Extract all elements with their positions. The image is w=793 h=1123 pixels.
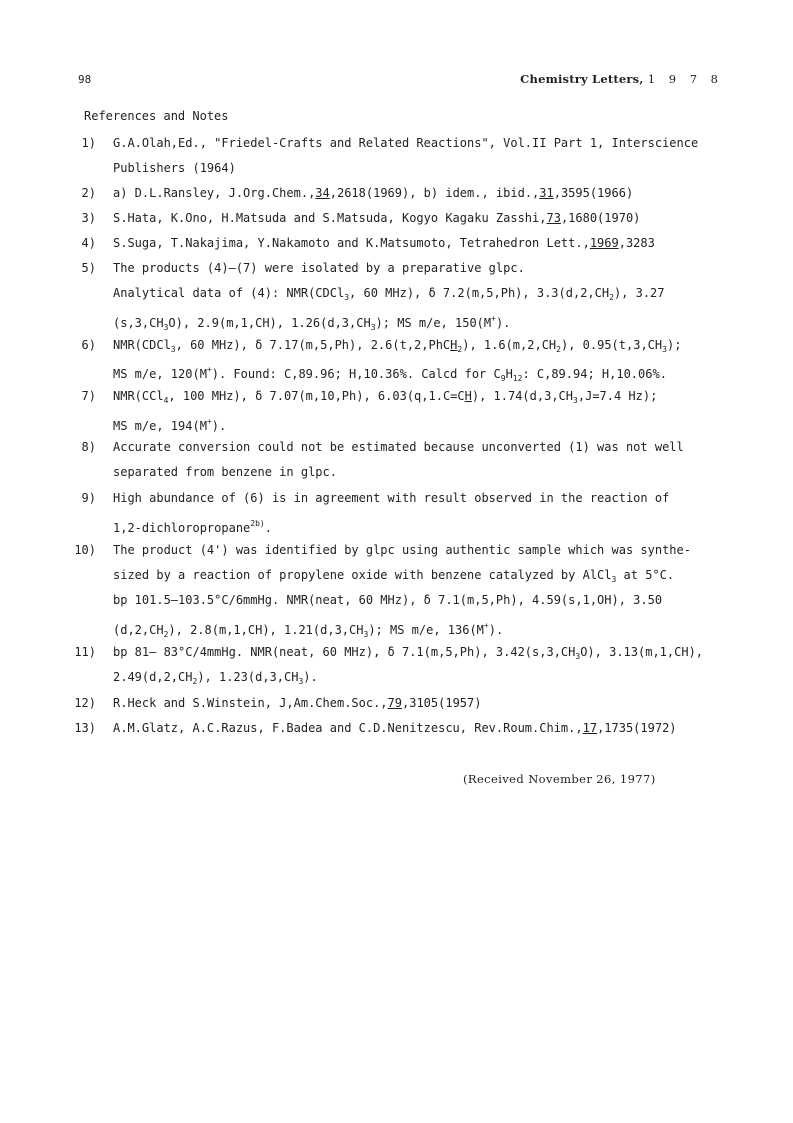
reference-line: Analytical data of (4): NMR(CDCl$_3$, 60 MHz), δ 7.2(m,5,Ph), $3.3(d,2,CH_2)$, 3.27 xyxy=(113,286,665,302)
reference-number: 8) xyxy=(81,440,96,454)
journal-title xyxy=(520,72,723,86)
journal-year: 1 9 7 8 xyxy=(647,72,723,86)
reference-line: NMR(CDCl$_3$, 60 MHz), δ 7.17(m,5,Ph), 2.6(t,2,PhCH$_2$), $1.6(m,2,CH_2)$, $0.95(t,3,CH_3)$; xyxy=(113,338,682,354)
reference-line: $(s,3,CH_3O)$, 2.9(m,1,CH), $1.26(d,3,CH_3)$; MS m/e, 150(M+). xyxy=(113,314,511,332)
reference-number: 1) xyxy=(81,136,96,150)
reference-line: $2.49(d,2,CH_2)$, $1.23(d,3,CH_3)$. xyxy=(113,670,318,686)
reference-line: 1,2-dichloropropane$^{2b)}$. xyxy=(113,519,272,535)
reference-line: $(d,2,CH_2)$, 2.8(m,1,CH), $1.21(d,3,CH_3)$; MS m/e, 136(M+). xyxy=(113,621,504,639)
reference-number: 7) xyxy=(81,389,96,403)
reference-number: 3) xyxy=(81,211,96,225)
reference-line: a) D.L.Ransley, J.Org.Chem.,34,2618(1969), b) idem., ibid.,31,3595(1966) xyxy=(113,186,634,200)
reference-line: Accurate conversion could not be estimated because unconverted (1) was not well xyxy=(113,440,684,454)
reference-line: separated from benzene in glpc. xyxy=(113,465,337,479)
reference-number: 9) xyxy=(81,491,96,505)
reference-line: The products (4)—(7) were isolated by a preparative glpc. xyxy=(113,261,525,275)
reference-number: 12) xyxy=(74,696,96,710)
reference-line: The product (4') was identified by glpc using authentic sample which was synthe- xyxy=(113,543,691,557)
page-number: 98 xyxy=(78,73,92,86)
reference-number: 4) xyxy=(81,236,96,250)
section-title: References and Notes xyxy=(84,109,229,123)
reference-line: High abundance of (6) is in agreement with result observed in the reaction of xyxy=(113,491,670,505)
reference-line: bp 81— 83°C/4mmHg. NMR(neat, 60 MHz), δ 7.1(m,5,Ph), $3.42(s,3,CH_3O)$, 3.13(m,1,CH), xyxy=(113,645,704,661)
received-date: (Received November 26, 1977) xyxy=(463,772,656,786)
reference-number: 5) xyxy=(81,261,96,275)
reference-line: NMR(CCl$_4$, 100 MHz), δ 7.07(m,10,Ph), 6.03(q,1.C=CH), $1.74(d,3,CH_3,J=7.4$ Hz); xyxy=(113,389,658,405)
reference-line: S.Hata, K.Ono, H.Matsuda and S.Matsuda, Kogyo Kagaku Zasshi,73,1680(1970) xyxy=(113,211,641,225)
journal-name: Chemistry Letters, xyxy=(520,72,644,86)
reference-line: sized by a reaction of propylene oxide with benzene catalyzed by AlCl$_3$ at 5°C. xyxy=(113,568,675,584)
reference-line: Publishers (1964) xyxy=(113,161,236,175)
reference-line: G.A.Olah,Ed., "Friedel-Crafts and Related Reactions", Vol.II Part 1, Interscience xyxy=(113,136,699,150)
reference-line: MS m/e, 194(M+). xyxy=(113,417,227,433)
reference-line: R.Heck and S.Winstein, J,Am.Chem.Soc.,79,3105(1957) xyxy=(113,696,482,710)
reference-number: 10) xyxy=(74,543,96,557)
reference-number: 2) xyxy=(81,186,96,200)
reference-number: 11) xyxy=(74,645,96,659)
reference-line: S.Suga, T.Nakajima, Y.Nakamoto and K.Matsumoto, Tetrahedron Lett.,1969,3283 xyxy=(113,236,655,250)
reference-line: bp 101.5—103.5°C/6mmHg. NMR(neat, 60 MHz), δ 7.1(m,5,Ph), 4.59(s,1,OH), 3.50 xyxy=(113,593,663,607)
reference-line: A.M.Glatz, A.C.Razus, F.Badea and C.D.Nenitzescu, Rev.Roum.Chim.,17,1735(1972) xyxy=(113,721,677,735)
reference-number: 13) xyxy=(74,721,96,735)
reference-line: MS m/e, 120(M+). Found: C,89.96; H,10.36%. Calcd for $C_9H_{12}$: C,89.94; H,10.06%. xyxy=(113,365,667,383)
reference-number: 6) xyxy=(81,338,96,352)
